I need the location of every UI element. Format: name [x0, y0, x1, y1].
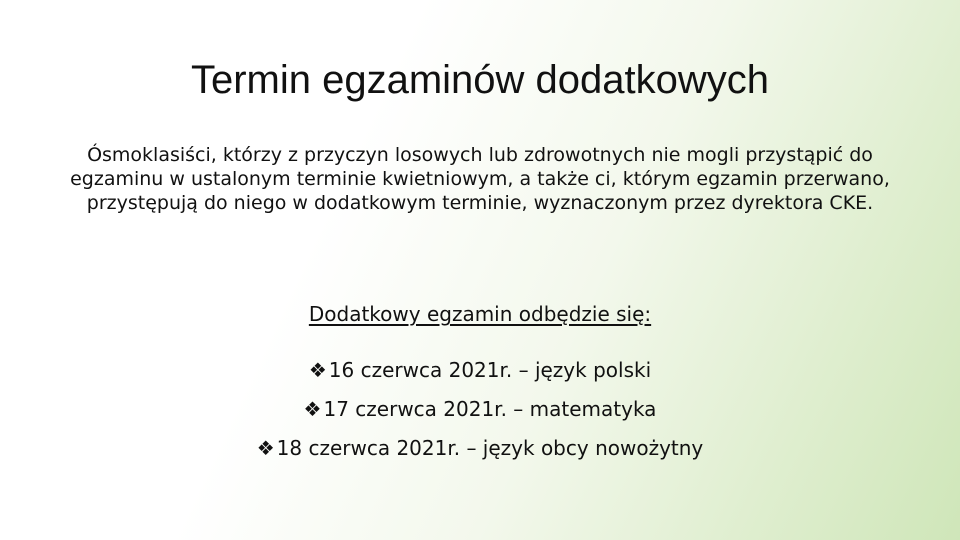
- list-item: [0, 351, 960, 390]
- list-item: [0, 390, 960, 429]
- diamond-bullet-icon: ❖: [256, 436, 275, 460]
- subheading-text: Dodatkowy egzamin odbędzie się:: [308, 302, 652, 326]
- exam-date-text: 18 czerwca 2021r. – język obcy nowożytny: [276, 436, 704, 460]
- exam-date-text: 16 czerwca 2021r. – język polski: [328, 358, 652, 382]
- subheading: [0, 300, 960, 328]
- info-paragraph: Ósmoklasiści, którzy z przyczyn losowych lub zdrowotnych nie mogli przystąpić do egzaminu w ustalonym terminie kwietniowym, a także ci, którym egzamin przerwano, przystępują do niego w dodatkowym terminie, wyznaczonym przez dyrektora CKE.: [70, 144, 890, 214]
- exam-dates-list: [0, 351, 960, 468]
- slide-title: Termin egzaminów dodatkowych: [190, 58, 770, 102]
- exam-date-text: 17 czerwca 2021r. – matematyka: [323, 397, 657, 421]
- diamond-bullet-icon: ❖: [303, 397, 322, 421]
- diamond-bullet-icon: ❖: [308, 358, 327, 382]
- list-item: [0, 429, 960, 468]
